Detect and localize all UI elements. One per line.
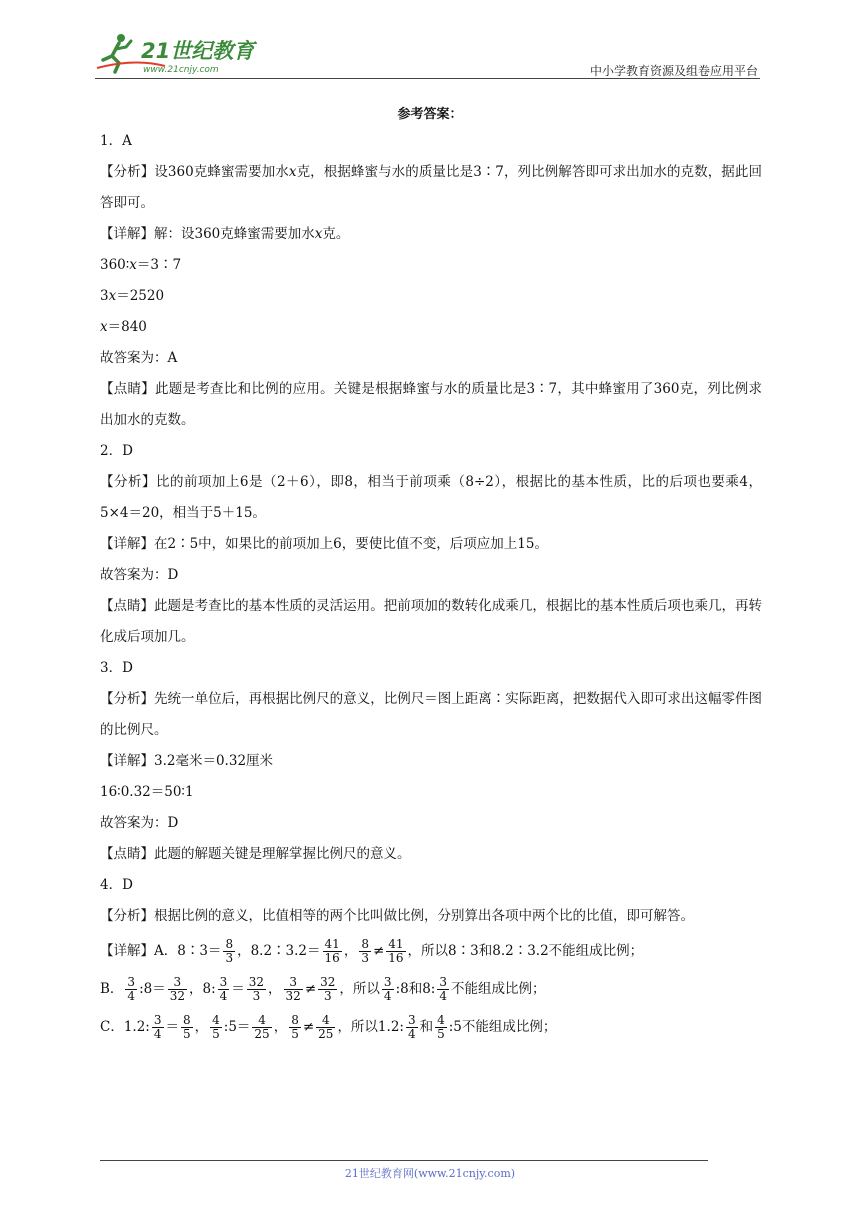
svg-text:www.21cnjy.com: www.21cnjy.com (143, 65, 219, 75)
q1-equation-3: x＝840 (100, 319, 147, 335)
q1-equation-2: 3x＝2520 (100, 288, 165, 304)
fraction: $\frac{4}{5}$ (437, 1013, 445, 1041)
q1-answer: 故答案为：A (100, 350, 178, 366)
q2-detail: 【详解】在2∶5中，如果比的前项加上6，要使比值不变，后项应加上15。 (100, 536, 548, 552)
q3-number: 3．D (100, 660, 133, 676)
q1-analysis: 【分析】设360克蜂蜜需要加水x克，根据蜂蜜与水的质量比是3∶7，列比例解答即可求出加水的克数，据此回答即可。 (100, 164, 762, 211)
q2-analysis: 【分析】比的前项加上6是（2＋6），即8，相当于前项乘（8÷2），根据比的基本性质，比的后项也要乘4，5×4＝20，相当于5＋15。 (100, 474, 762, 521)
fraction: $\frac{3}{32}$ (169, 975, 185, 1003)
q1-comment: 【点睛】此题是考查比和比例的应用。关键是根据蜂蜜与水的质量比是3∶7，其中蜂蜜用了360克，列比例求出加水的克数。 (100, 381, 762, 428)
q3-answer: 故答案为：D (100, 815, 179, 831)
fraction: $\frac{3}{4}$ (219, 975, 228, 1003)
q3-analysis: 【分析】先统一单位后，再根据比例尺的意义，比例尺＝图上距离∶实际距离，把数据代入即可求出这幅零件图的比例尺。 (100, 691, 762, 738)
fraction: $\frac{8}{5}$ (291, 1013, 299, 1041)
fraction: $\frac{32}{3}$ (248, 975, 265, 1003)
q4-detail-b: B． $\frac{3}{4}$ :8＝ $\frac{3}{32}$ ，8: $\frac{3}{4}$ ＝ $\frac{32}{3}$ ， $\frac{3}{32}$ ≠ $\frac{32}{3}$ ，所以 $\frac{3}{4}$ :8和8: $\frac{3}{4}$ 不能组成比例； (100, 975, 546, 1003)
fraction: $\frac{4}{5}$ (212, 1013, 220, 1041)
fraction: $\frac{4}{25}$ (254, 1013, 270, 1041)
fraction: $\frac{3}{4}$ (383, 975, 392, 1003)
q1-number: 1．A (100, 133, 132, 149)
page-header (95, 30, 760, 80)
page-title: 参考答案： (397, 107, 463, 122)
logo-21cnjy (95, 30, 265, 76)
q1-detail: 【详解】解：设360克蜂蜜需要加水x克。 (100, 226, 350, 242)
svg-text:21世纪教育: 21世纪教育 (141, 39, 255, 63)
q3-equation: 16∶0.32＝50∶1 (100, 784, 194, 800)
fraction: $\frac{8}{5}$ (183, 1013, 191, 1041)
q4-analysis: 【分析】根据比例的意义，比值相等的两个比叫做比例，分别算出各项中两个比的比值，即可解答。 (100, 908, 694, 924)
platform-name: 中小学教育资源及组卷应用平台 (589, 64, 758, 78)
footer-link[interactable]: 21世纪教育网(www.21cnjy.com) (344, 1167, 516, 1180)
fraction: $\frac{32}{3}$ (320, 975, 336, 1003)
fraction: $\frac{3}{4}$ (439, 975, 447, 1003)
q4-number: 4．D (100, 877, 133, 893)
q2-comment: 【点睛】此题是考查比的基本性质的灵活运用。把前项加的数转化成乘几，根据比的基本性质后项也乘几，再转化成后项加几。 (100, 598, 762, 645)
q4-detail-c: C．1.2: $\frac{3}{4}$ ＝ $\frac{8}{5}$ ， $\frac{4}{5}$ :5＝ $\frac{4}{25}$ ， $\frac{8}{5}$ ≠ $\frac{4}{25}$ ，所以1.2: $\frac{3}{4}$ 和 $\frac{4}{5}$ :5不能组成比例； (100, 1013, 557, 1041)
fraction: $\frac{41}{16}$ (324, 937, 340, 965)
fraction: $\frac{8}{3}$ (225, 937, 234, 965)
q4-detail-a: 【详解】A．8∶3＝ $\frac{8}{3}$ ，8.2∶3.2＝ $\frac{41}{16}$ ， $\frac{8}{3}$ ≠ $\frac{41}{16}$ ，所以8∶3和8.2∶3.2不能组成比例； (100, 937, 644, 965)
footer-divider (100, 1160, 708, 1161)
q2-number: 2．D (100, 443, 133, 459)
fraction: $\frac{8}{3}$ (361, 937, 369, 965)
fraction: $\frac{3}{32}$ (285, 975, 301, 1003)
fraction: $\frac{4}{25}$ (318, 1013, 334, 1041)
fraction: $\frac{3}{4}$ (153, 1013, 162, 1041)
q2-answer: 故答案为：D (100, 567, 179, 583)
fraction: $\frac{3}{4}$ (127, 975, 136, 1003)
fraction: $\frac{41}{16}$ (388, 937, 404, 965)
q1-equation-1: 360∶x＝3∶7 (100, 257, 182, 273)
fraction: $\frac{3}{4}$ (407, 1013, 416, 1041)
q3-comment: 【点睛】此题的解题关键是理解掌握比例尺的意义。 (100, 846, 411, 862)
q3-detail: 【详解】3.2毫米＝0.32厘米 (100, 753, 274, 769)
answer-content (100, 126, 762, 1046)
header-divider (95, 78, 760, 79)
